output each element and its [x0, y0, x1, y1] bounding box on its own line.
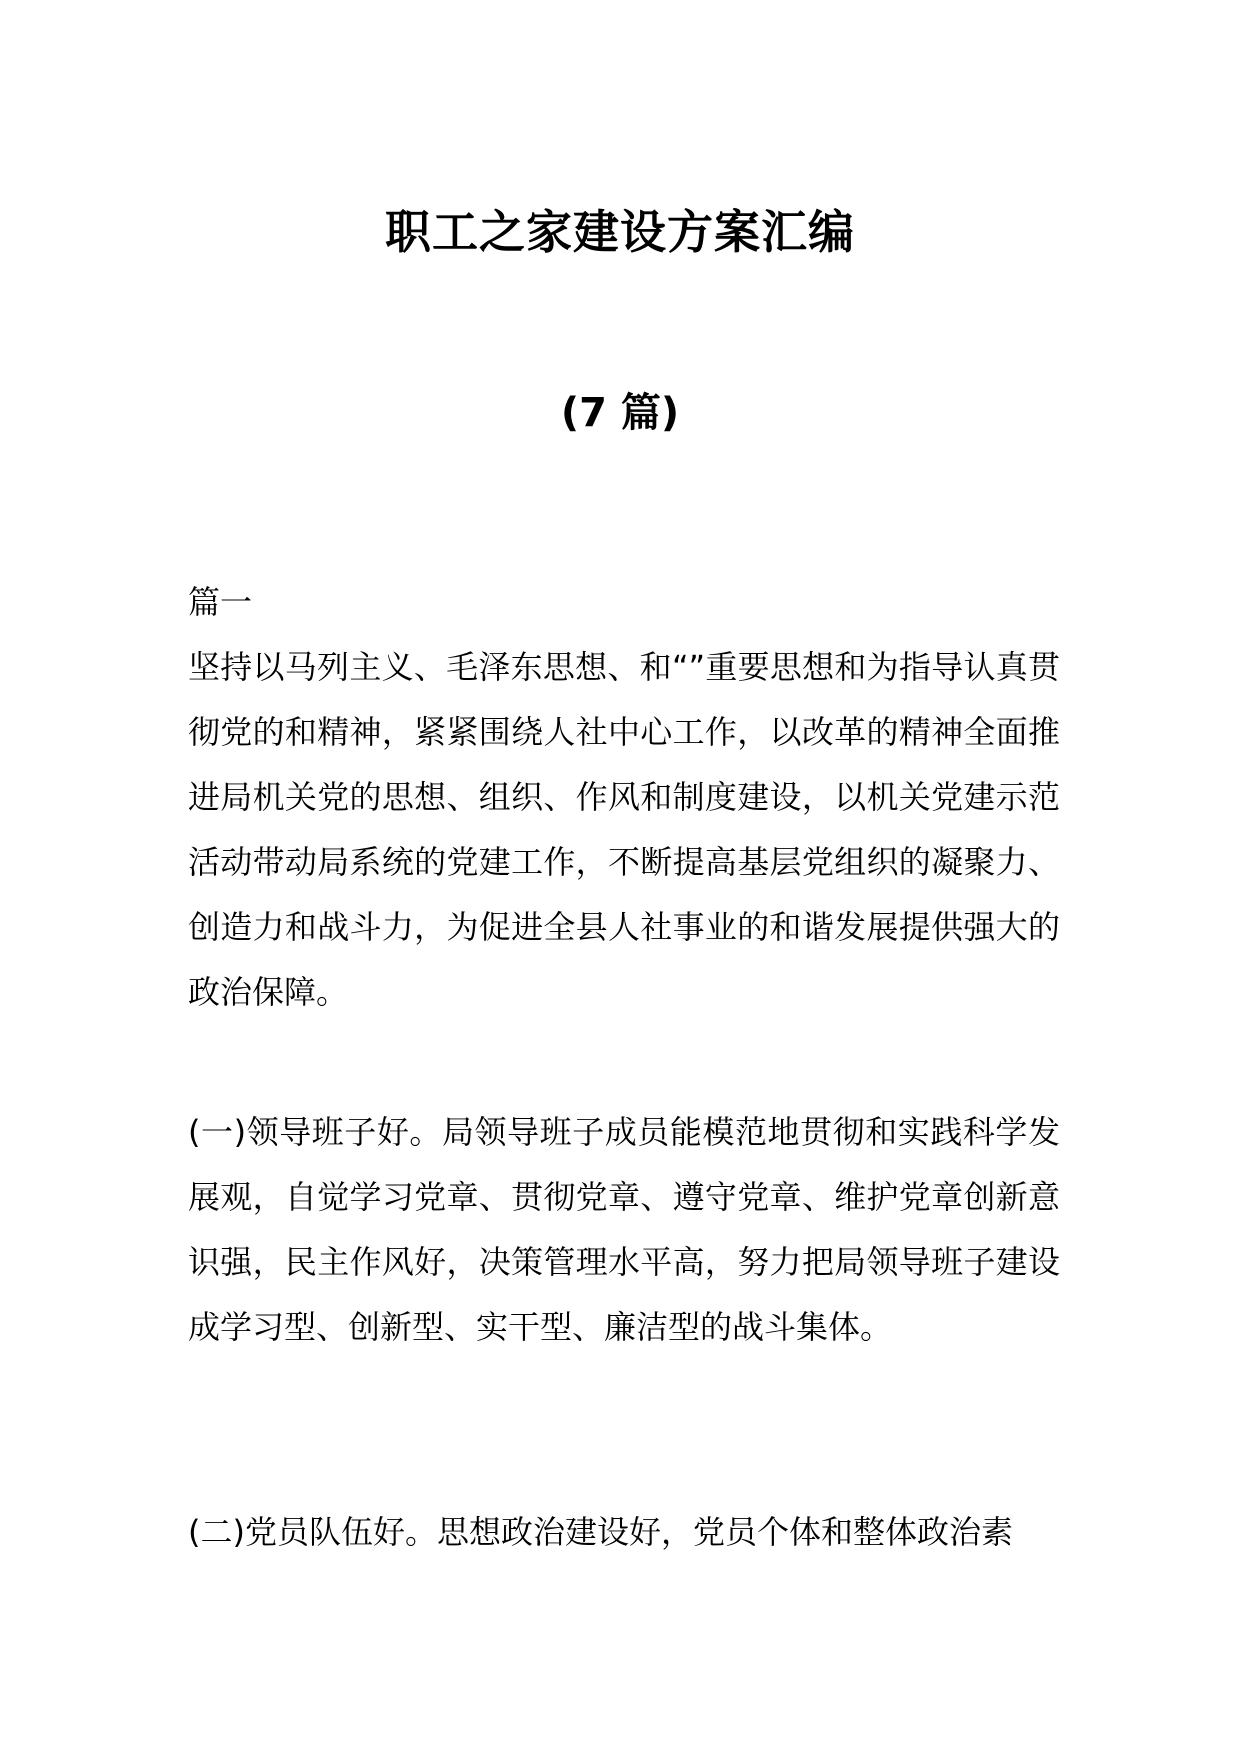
paragraph-leadership [188, 1100, 1060, 1360]
paragraph-text: (二)党员队伍好。思想政治建设好，党员个体和整体政治素 [188, 1513, 1013, 1551]
paragraph-party-members [188, 1500, 1060, 1565]
paragraph-text: 坚持以马列主义、毛泽东思想、和“”重要思想和为指导认真贯彻党的和精神，紧紧围绕人社中心工作，以改革的精神全面推进局机关党的思想、组织、作风和制度建设，以机关党建示范活动带动局系统的党建工作，不断提高基层党组织的凝聚力、创造力和战斗力，为促进全县人社事业的和谐发展提供强大的政治保障。 [188, 648, 1060, 1011]
document-subtitle: (7 篇) [560, 390, 680, 436]
section-label: 篇一 [188, 583, 253, 621]
document-title: 职工之家建设方案汇编 [385, 205, 855, 259]
paragraph-guiding-principle [188, 635, 1060, 1025]
paragraph-text: (一)领导班子好。局领导班子成员能模范地贯彻和实践科学发展观，自觉学习党章、贯彻党章、遵守党章、维护党章创新意识强，民主作风好，决策管理水平高，努力把局领导班子建设成学习型、创新型、实干型、廉洁型的战斗集体。 [188, 1113, 1060, 1346]
